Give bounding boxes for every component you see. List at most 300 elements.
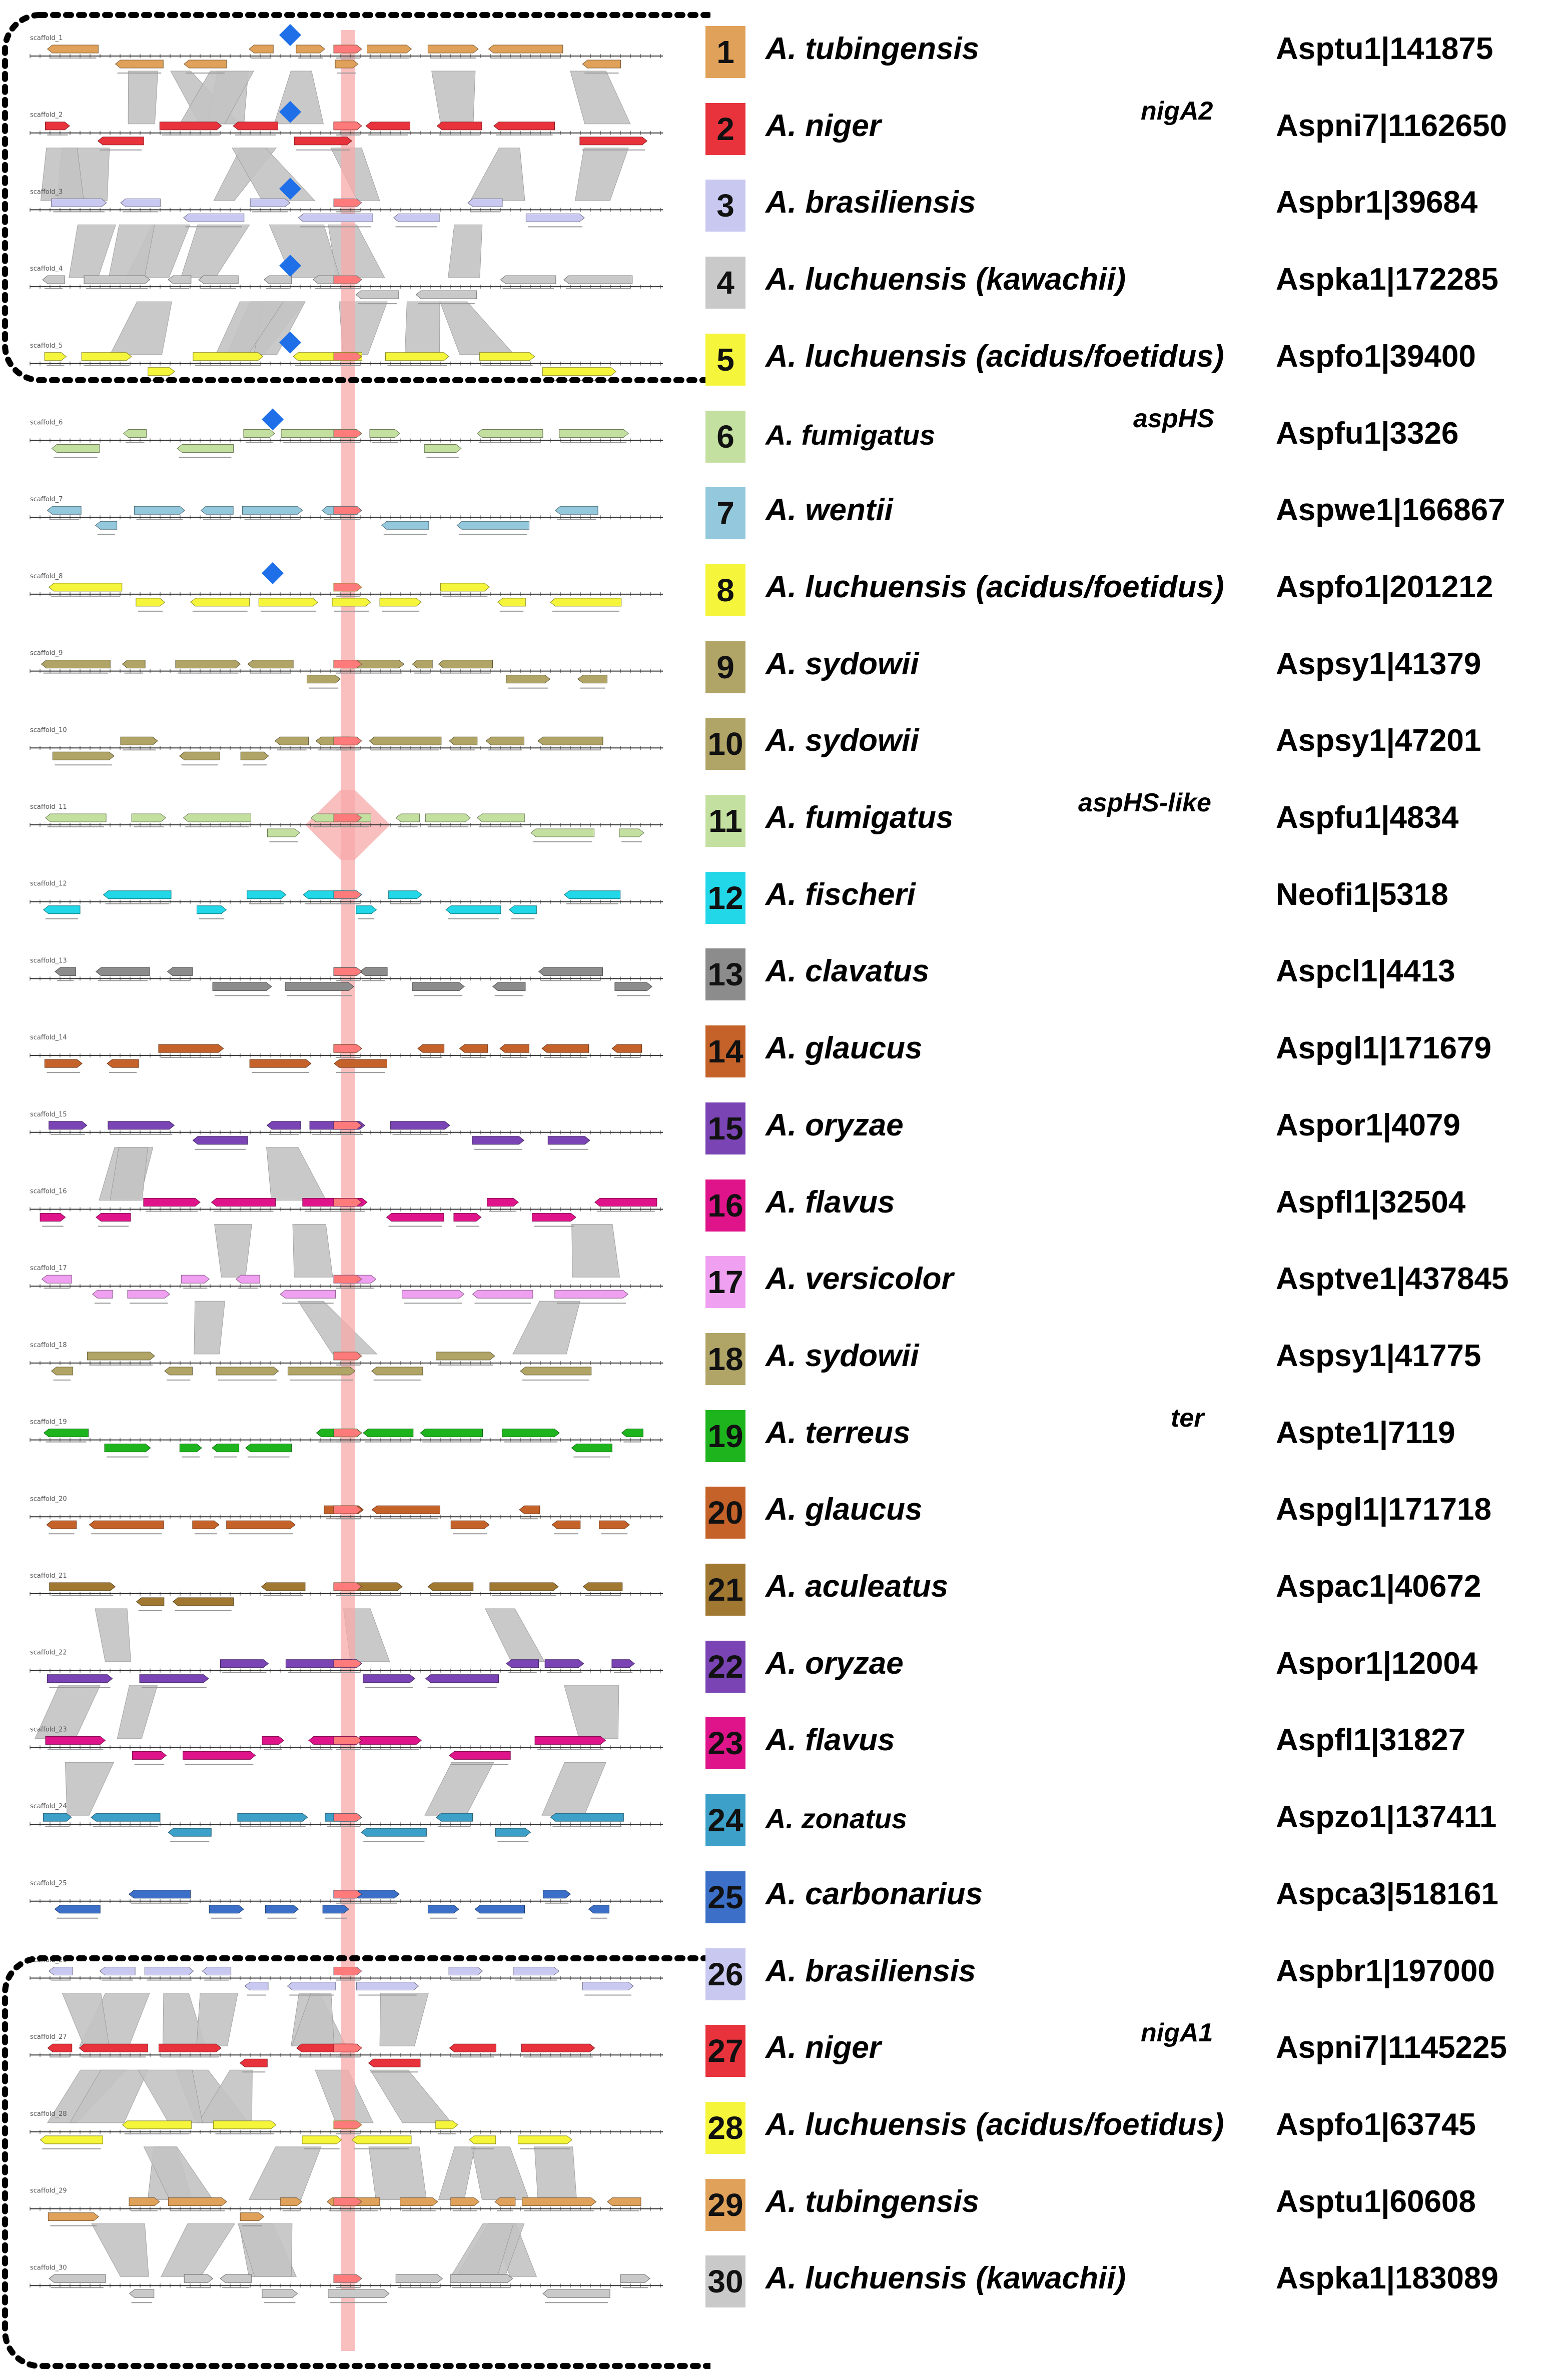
- gene-arrow: [43, 276, 65, 284]
- gene-arrow: [416, 291, 477, 299]
- gene-arrow: [334, 1044, 362, 1052]
- species-name: [765, 339, 1224, 374]
- gene-arrow: [555, 506, 598, 514]
- homology-band-layer: [35, 71, 630, 2276]
- gene-arrow: [130, 2289, 154, 2297]
- species-genus: A.: [765, 1262, 797, 1297]
- gene-arrow: [334, 506, 362, 514]
- species-name: [765, 262, 1126, 297]
- gene-arrow: [437, 122, 482, 130]
- species-row: [705, 789, 1541, 865]
- row-number-badge: 15: [705, 1102, 745, 1154]
- gene-arrow: [262, 2289, 298, 2297]
- scaffold-label: scaffold_20: [30, 1495, 67, 1503]
- scaffold-label: scaffold_4: [30, 265, 63, 273]
- gene-arrow: [509, 906, 537, 914]
- gene-arrow: [545, 1660, 583, 1668]
- scaffold-label: scaffold_1: [30, 35, 63, 42]
- species-row: [705, 20, 1541, 97]
- gene-arrow: [550, 1813, 623, 1821]
- species-epithet: luchuensis (kawachii): [805, 262, 1126, 297]
- gene-arrow: [582, 1982, 633, 1990]
- gene-arrow: [352, 2136, 411, 2144]
- scaffold-label: scaffold_22: [30, 1649, 67, 1657]
- species-genus: A.: [765, 1876, 797, 1911]
- gene-arrow: [438, 660, 492, 668]
- gene-arrow: [184, 214, 244, 222]
- gene-arrow: [193, 353, 263, 361]
- species-genus: A.: [765, 2261, 797, 2296]
- protein-id: Neofi1|5318: [1276, 877, 1448, 912]
- scaffold-label: scaffold_19: [30, 1418, 67, 1426]
- scaffold-label: scaffold_14: [30, 1034, 67, 1042]
- gene-arrow: [128, 1290, 170, 1298]
- species-row: [705, 1404, 1541, 1481]
- homology-band: [62, 1993, 109, 2046]
- synteny-diagram: [0, 0, 710, 2380]
- protein-id: Aspcl1|4413: [1276, 954, 1455, 989]
- scaffold-label: scaffold_24: [30, 1803, 67, 1811]
- species-genus: A.: [765, 185, 797, 220]
- scaffold-label: scaffold_17: [30, 1265, 67, 1273]
- scaffold-label: scaffold_10: [30, 726, 67, 734]
- gene-arrow: [281, 2198, 302, 2206]
- gene-arrow: [518, 2136, 572, 2144]
- gene-arrow: [366, 122, 410, 130]
- homology-band: [197, 1993, 238, 2046]
- homology-band: [181, 225, 249, 278]
- species-genus: A.: [765, 339, 797, 374]
- protein-id: Aspte1|7119: [1276, 1415, 1455, 1450]
- protein-id: Aspca3|518161: [1276, 1876, 1498, 1911]
- gene-arrow: [506, 1660, 538, 1668]
- gene-arrow: [555, 1290, 628, 1298]
- homology-band: [369, 2147, 426, 2200]
- gene-arrow: [49, 2274, 106, 2282]
- row-number-badge: 8: [705, 564, 745, 616]
- gene-arrow: [426, 1675, 499, 1683]
- gene-arrow: [500, 1044, 529, 1052]
- gene-arrow: [40, 2136, 103, 2144]
- species-row: [705, 174, 1541, 250]
- cluster-name: ter: [1171, 1403, 1204, 1433]
- species-row: [705, 1019, 1541, 1096]
- gene-arrow: [477, 430, 543, 438]
- protein-id: Aspgl1|171679: [1276, 1031, 1491, 1066]
- gene-arrow: [469, 2136, 496, 2144]
- gene-arrow: [451, 1521, 489, 1529]
- species-epithet: niger: [805, 2030, 881, 2065]
- species-epithet: aculeatus: [805, 1569, 949, 1604]
- species-epithet: niger: [805, 108, 881, 143]
- homology-band: [432, 71, 475, 124]
- gene-arrow: [82, 353, 131, 361]
- gene-arrow: [45, 353, 66, 361]
- homology-band: [65, 1762, 114, 1815]
- gene-arrow: [240, 2059, 268, 2067]
- protein-id: Aspfl1|32504: [1276, 1184, 1466, 1220]
- species-epithet: tubingensis: [805, 2184, 980, 2219]
- homology-band: [485, 1609, 544, 1662]
- species-epithet: versicolor: [805, 1262, 954, 1297]
- gene-arrow: [220, 2274, 251, 2282]
- gene-arrow: [250, 1059, 311, 1067]
- gene-arrow: [248, 660, 293, 668]
- gene-arrow: [502, 1429, 559, 1437]
- row-number-badge: 20: [705, 1487, 745, 1539]
- homology-band: [542, 1762, 606, 1815]
- gene-arrow: [578, 675, 607, 683]
- gene-arrow: [334, 199, 362, 207]
- gene-arrow: [457, 521, 529, 529]
- homology-band: [267, 1147, 326, 1201]
- gene-arrow: [513, 1967, 559, 1975]
- gene-arrow: [468, 199, 502, 207]
- gene-arrow: [426, 814, 471, 822]
- gene-arrow: [236, 1275, 260, 1283]
- gene-arrow: [595, 1199, 657, 1207]
- gene-arrow: [238, 1813, 308, 1821]
- row-number-badge: 4: [705, 257, 745, 309]
- species-genus: A.: [765, 1646, 797, 1681]
- species-name: [765, 2030, 881, 2065]
- species-name: [765, 569, 1224, 605]
- gene-arrow: [181, 1275, 209, 1283]
- species-row: [705, 1942, 1541, 2019]
- species-name: [765, 646, 919, 682]
- homology-band: [274, 71, 323, 124]
- species-name: [765, 800, 953, 835]
- species-epithet: clavatus: [805, 954, 930, 989]
- protein-id: Asptve1|437845: [1276, 1262, 1509, 1297]
- gene-arrow: [420, 1429, 482, 1437]
- species-name: [765, 1338, 919, 1374]
- gene-arrow: [334, 1967, 362, 1975]
- gene-arrow: [193, 1521, 219, 1529]
- species-name: [765, 31, 979, 67]
- gene-arrow: [247, 891, 286, 899]
- species-row: [705, 97, 1541, 174]
- gene-arrow: [132, 814, 166, 822]
- row-number-badge: 25: [705, 1871, 745, 1923]
- species-genus: A.: [765, 1338, 797, 1373]
- gene-arrow: [323, 1905, 349, 1913]
- species-row: [705, 1711, 1541, 1788]
- gene-arrow: [177, 445, 233, 453]
- gene-arrow: [372, 1506, 440, 1514]
- species-epithet: sydowii: [805, 646, 919, 681]
- gene-arrow: [519, 1506, 540, 1514]
- scaffold-label: scaffold_25: [30, 1879, 67, 1887]
- species-epithet: luchuensis (acidus/foetidus): [805, 569, 1224, 604]
- gene-arrow: [250, 199, 290, 207]
- gene-arrow: [246, 1444, 292, 1452]
- gene-arrow: [360, 1736, 421, 1744]
- protein-id: Aspni7|1145225: [1276, 2030, 1507, 2065]
- species-name: [765, 1184, 895, 1220]
- gene-arrow: [334, 891, 362, 899]
- gene-arrow: [334, 1429, 362, 1437]
- cluster-name: aspHS-like: [1078, 788, 1211, 817]
- homology-band: [92, 2224, 149, 2277]
- species-row: [705, 1865, 1541, 1942]
- gene-arrow: [449, 2044, 496, 2052]
- species-genus: A.: [765, 1803, 794, 1835]
- gene-arrow: [100, 1967, 135, 1975]
- homology-band: [110, 302, 172, 355]
- gene-arrow: [220, 1660, 268, 1668]
- gene-arrow: [486, 737, 524, 745]
- scaffold-label: scaffold_18: [30, 1341, 67, 1349]
- gene-arrow: [296, 45, 325, 53]
- gene-arrow: [542, 1044, 589, 1052]
- row-number-badge: 7: [705, 487, 745, 539]
- protein-id: Aspsy1|41775: [1276, 1338, 1481, 1373]
- row-number-badge: 18: [705, 1333, 745, 1385]
- homology-band: [331, 148, 380, 201]
- species-epithet: brasiliensis: [805, 185, 976, 220]
- gene-arrow: [494, 122, 555, 130]
- gene-arrow: [334, 1583, 362, 1591]
- species-row: [705, 1558, 1541, 1634]
- species-name: [765, 1646, 904, 1681]
- gene-arrow: [334, 2044, 362, 2052]
- gene-arrow: [564, 276, 632, 284]
- species-row: [705, 635, 1541, 712]
- gene-arrow: [124, 430, 147, 438]
- gene-arrow: [612, 1660, 634, 1668]
- gene-arrow: [356, 291, 399, 299]
- gene-arrow: [475, 1905, 524, 1913]
- gene-arrow: [612, 1044, 641, 1052]
- gene-arrow: [356, 906, 376, 914]
- gene-arrow: [472, 1136, 524, 1144]
- homology-band: [194, 1301, 225, 1354]
- species-epithet: brasiliensis: [805, 1953, 976, 1988]
- gene-arrow: [436, 1813, 473, 1821]
- homology-band: [293, 1225, 333, 1278]
- gene-arrow: [44, 1813, 72, 1821]
- scaffold-label: scaffold_3: [30, 188, 63, 196]
- scaffold-label: scaffold_2: [30, 111, 63, 119]
- species-name: [765, 1722, 895, 1758]
- gene-arrow: [552, 1521, 580, 1529]
- scaffold-label: scaffold_27: [30, 2033, 67, 2041]
- species-genus: A.: [765, 1723, 797, 1758]
- protein-id: Aspzo1|137411: [1276, 1800, 1497, 1835]
- protein-id: Aspfu1|3326: [1276, 416, 1459, 451]
- gene-arrow: [107, 1059, 139, 1067]
- species-name: [765, 1569, 948, 1604]
- species-genus: A.: [765, 2107, 797, 2142]
- gene-arrow: [334, 1736, 362, 1744]
- species-genus: A.: [765, 493, 797, 528]
- row-number-badge: 28: [705, 2102, 745, 2154]
- scaffold-label: scaffold_12: [30, 880, 67, 888]
- gene-arrow: [368, 2059, 420, 2067]
- gene-arrow: [46, 122, 70, 130]
- gene-arrow: [108, 1121, 174, 1129]
- gene-arrow: [52, 445, 99, 453]
- species-name: [765, 1030, 923, 1066]
- scaffold-label: scaffold_28: [30, 2110, 67, 2118]
- gene-arrow: [480, 353, 535, 361]
- gene-arrow: [302, 2136, 342, 2144]
- species-row: [705, 2173, 1541, 2249]
- species-genus: A.: [765, 954, 797, 989]
- species-row: [705, 1096, 1541, 1173]
- protein-id: Aspgl1|171718: [1276, 1492, 1491, 1527]
- protein-id: Aspka1|183089: [1276, 2261, 1498, 2296]
- gene-arrow: [501, 276, 556, 284]
- homology-band: [238, 2224, 292, 2277]
- species-genus: A.: [765, 569, 797, 604]
- gene-arrow: [96, 967, 150, 975]
- gene-arrow: [168, 2198, 227, 2206]
- gene-arrow: [548, 1136, 590, 1144]
- row-number-badge: 9: [705, 641, 745, 693]
- gene-arrow: [49, 1121, 87, 1129]
- species-genus: A.: [765, 2184, 797, 2219]
- gene-arrow: [436, 1352, 495, 1360]
- species-row: [705, 558, 1541, 635]
- species-epithet: oryzae: [805, 1646, 904, 1681]
- species-genus: A.: [765, 723, 797, 758]
- gene-arrow: [262, 1736, 284, 1744]
- gene-arrow: [360, 967, 387, 975]
- row-number-badge: 27: [705, 2025, 745, 2077]
- row-number-badge: 1: [705, 26, 745, 78]
- species-genus: A.: [765, 646, 797, 681]
- protein-id: Aspsy1|41379: [1276, 646, 1481, 681]
- scaffold-label: scaffold_13: [30, 957, 67, 965]
- species-row: [705, 942, 1541, 1019]
- gene-arrow: [588, 1905, 609, 1913]
- row-number-badge: 17: [705, 1256, 745, 1308]
- gene-arrow: [173, 1598, 234, 1606]
- gene-arrow: [490, 1583, 558, 1591]
- gene-arrow: [48, 2213, 99, 2221]
- row-number-badge: 24: [705, 1794, 745, 1846]
- gene-arrow: [280, 1290, 336, 1298]
- species-epithet: luchuensis (kawachii): [805, 2261, 1126, 2296]
- species-name: [765, 2107, 1224, 2142]
- species-row: [705, 328, 1541, 404]
- gene-arrow: [607, 2198, 641, 2206]
- gene-arrow: [451, 2198, 479, 2206]
- gene-arrow: [46, 814, 106, 822]
- species-row: [705, 2019, 1541, 2095]
- gene-arrow: [382, 521, 429, 529]
- gene-arrow: [44, 906, 80, 914]
- species-genus: A.: [765, 419, 794, 451]
- species-name: [765, 1953, 976, 1989]
- scaffold-label: scaffold_6: [30, 419, 63, 427]
- protein-id: Aspfo1|39400: [1276, 339, 1476, 374]
- gene-arrow: [621, 1429, 643, 1437]
- gene-arrow: [498, 598, 526, 606]
- gene-arrow: [133, 1751, 167, 1759]
- gene-arrow: [84, 276, 150, 284]
- gene-arrow: [249, 45, 273, 53]
- gene-arrow: [615, 982, 652, 990]
- species-genus: A.: [765, 1953, 797, 1988]
- gene-arrow: [412, 982, 464, 990]
- gene-arrow: [495, 1828, 530, 1836]
- homology-band: [440, 302, 514, 355]
- scaffold-label: scaffold_9: [30, 649, 63, 657]
- gene-arrow: [428, 1905, 459, 1913]
- gene-arrow: [372, 1367, 423, 1375]
- gene-arrow: [334, 45, 362, 53]
- gene-arrow: [334, 2198, 362, 2206]
- row-number-badge: 22: [705, 1641, 745, 1693]
- gene-arrow: [599, 1521, 630, 1529]
- species-epithet: fumigatus: [801, 419, 936, 451]
- gene-arrow: [535, 1736, 605, 1744]
- homology-band: [298, 1301, 377, 1354]
- species-row: [705, 1173, 1541, 1250]
- species-genus: A.: [765, 877, 797, 912]
- gene-arrow: [191, 598, 250, 606]
- species-epithet: flavus: [805, 1184, 895, 1220]
- gene-arrow: [307, 675, 341, 683]
- gene-arrow: [356, 1982, 418, 1990]
- row-number-badge: 14: [705, 1025, 745, 1077]
- protein-id: Aspfu1|4834: [1276, 800, 1459, 835]
- gene-arrow: [412, 660, 432, 668]
- row-number-badge: 5: [705, 334, 745, 386]
- gene-arrow: [287, 1982, 336, 1990]
- gene-arrow: [104, 891, 171, 899]
- homology-band: [570, 71, 630, 124]
- protein-id: Aspac1|40672: [1276, 1569, 1481, 1604]
- gene-arrow: [334, 814, 362, 822]
- gene-arrow: [227, 1521, 295, 1529]
- species-name: [765, 1415, 910, 1451]
- homology-band: [471, 2147, 529, 2200]
- gene-arrow: [262, 1583, 305, 1591]
- gene-arrow: [389, 891, 422, 899]
- gene-arrow: [520, 1367, 591, 1375]
- gene-arrow: [619, 829, 644, 837]
- gene-arrow: [460, 1044, 488, 1052]
- gene-arrow: [334, 967, 362, 975]
- species-row: [705, 1788, 1541, 1865]
- species-row: [705, 1250, 1541, 1327]
- homology-band: [370, 2070, 452, 2123]
- species-name: [765, 419, 935, 451]
- gene-arrow: [334, 583, 362, 591]
- row-number-badge: 19: [705, 1410, 745, 1462]
- gene-arrow: [418, 1044, 444, 1052]
- gene-arrow: [159, 2044, 221, 2052]
- gene-arrow: [168, 276, 191, 284]
- gene-arrow: [184, 60, 227, 68]
- species-epithet: glaucus: [805, 1492, 923, 1527]
- protein-id: Aspni7|1162650: [1276, 108, 1507, 143]
- homology-band: [380, 1993, 428, 2046]
- gene-arrow: [55, 967, 76, 975]
- gene-arrow: [96, 1214, 131, 1222]
- gene-arrow: [240, 2213, 264, 2221]
- gene-arrow: [334, 1275, 362, 1283]
- gene-arrow: [89, 1521, 164, 1529]
- species-genus: A.: [765, 1569, 797, 1604]
- species-genus: A.: [765, 32, 797, 66]
- gene-arrow: [40, 1214, 66, 1222]
- species-name: [765, 492, 893, 528]
